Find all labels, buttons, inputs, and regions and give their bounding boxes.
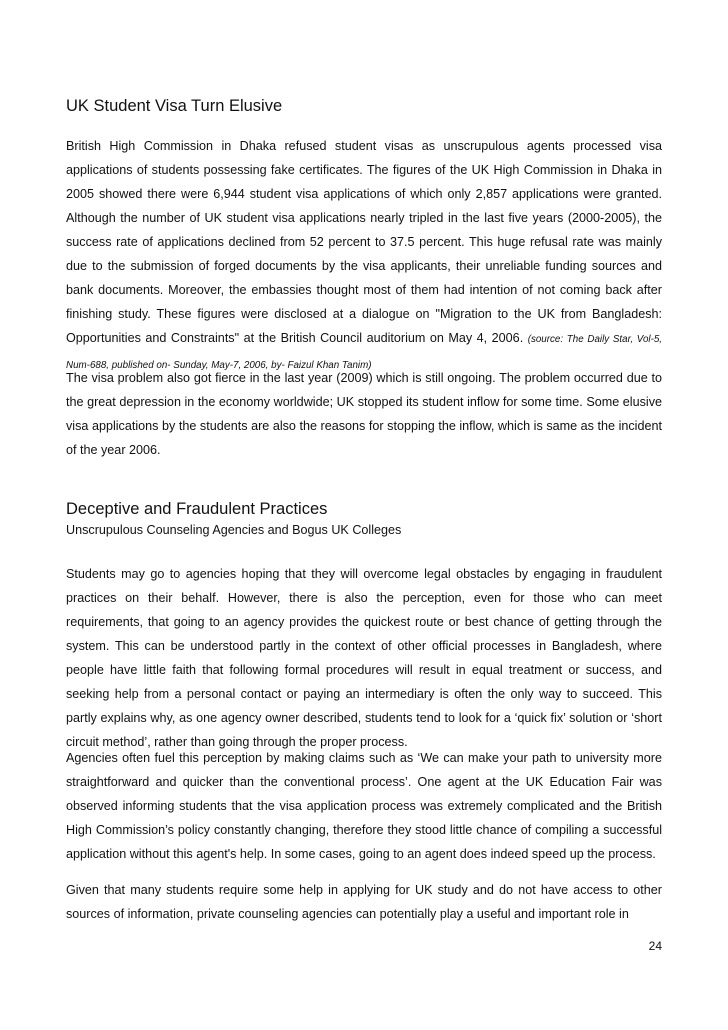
page-number: 24: [648, 939, 662, 953]
paragraph-agencies-hope: Students may go to agencies hoping that they will overcome legal obstacles by engaging in fraudulent practices on their behalf. However, there is also the perception, even for those who can meet requirements, that going to an agency provides the quickest route or best chance of getting through the system. This can be understood partly in the context of other official processes in Bangladesh, where people have little faith that following formal procedures will result in equal treatment or success, and seeking help from a personal contact or paying an intermediary is often the only way to succeed. This partly explains why, as one agency owner described, students tend to look for a ‘quick fix’ solution or ‘short circuit method’, rather than going through the proper process.: [66, 567, 662, 749]
section-heading-uk-student-visa: UK Student Visa Turn Elusive: [66, 97, 283, 115]
paragraph-agencies-fuel-perception: Agencies often fuel this perception by making claims such as ‘We can make your path to university more straightforward and quicker than the conventional process’. One agent at the UK Education Fair was observed informing students that the visa application process was extremely complicated and the British High Commission’s policy constantly changing, therefore they stood little chance of compiling a successful application without this agent's help. In some cases, going to an agent does indeed speed up the process.: [66, 751, 662, 861]
paragraph-visa-refusals-text: British High Commission in Dhaka refused student visas as unscrupulous agents processed visa applications of students possessing fake certificates. The figures of the UK High Commission in Dhaka in 2005 showed there were 6,944 student visa applications of which only 2,857 applications were granted. Although the number of UK student visa applications nearly tripled in the last five years (2000-2005), the success rate of applications declined from 52 percent to 37.5 percent. This huge refusal rate was mainly due to the submission of forged documents by the visa applicants, their unreliable funding sources and bank documents. Moreover, the embassies thought most of them had intention of not coming back after finishing study. These figures were disclosed at a dialogue on "Migration to the UK from Bangladesh: Opportunities and Constraints" at the British Council auditorium on May 4, 2006.: [66, 139, 662, 345]
source-citation: (source: The Daily Star, Vol-5, Num-688, published on- Sunday, May-7, 2006, by- Faizul Khan Tanim): [66, 334, 662, 371]
paragraph-visa-refusals: [66, 134, 662, 378]
section-heading-deceptive-practices: Deceptive and Fraudulent Practices: [66, 500, 328, 518]
paragraph-private-counseling: Given that many students require some help in applying for UK study and do not have access to other sources of information, private counseling agencies can potentially play a useful and important role in: [66, 883, 662, 921]
document-page: [66, 0, 662, 1030]
section-subheading-counseling-agencies: Unscrupulous Counseling Agencies and Bogus UK Colleges: [66, 523, 402, 537]
paragraph-visa-problem-2009: The visa problem also got fierce in the last year (2009) which is still ongoing. The problem occurred due to the great depression in the economy worldwide; UK stopped its student inflow for some time. Some elusive visa applications by the students are also the reasons for stopping the inflow, which is same as the incident of the year 2006.: [66, 371, 662, 457]
